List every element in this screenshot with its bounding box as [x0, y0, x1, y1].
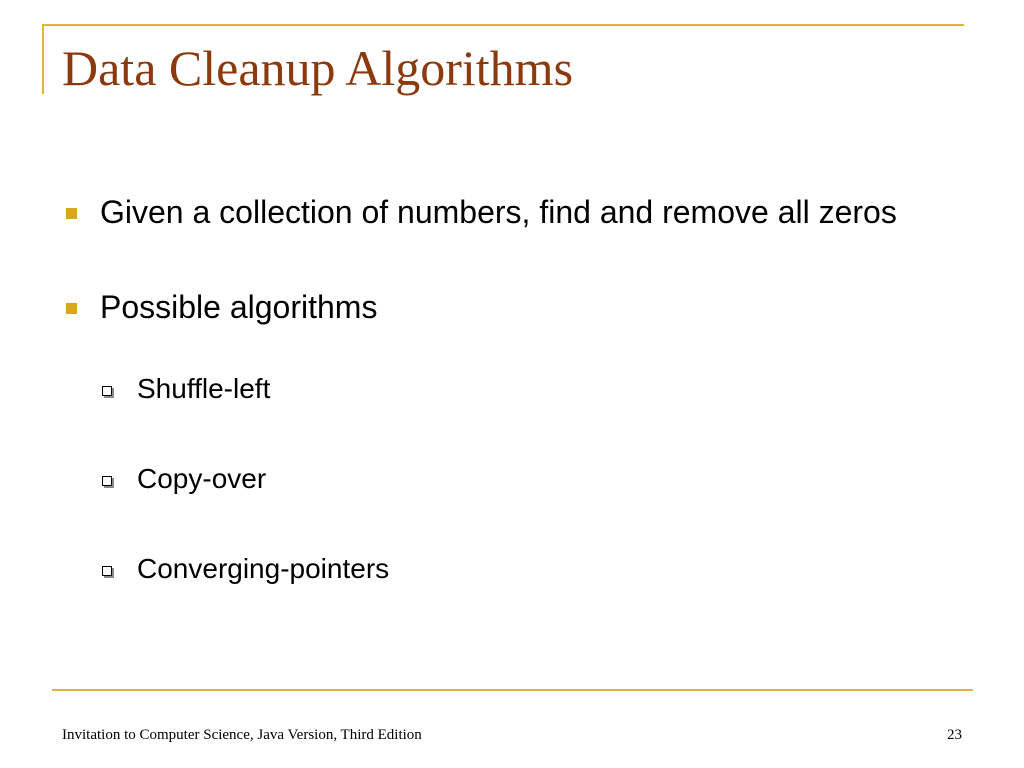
bullet-item [62, 285, 962, 330]
sub-bullet-item [62, 550, 962, 588]
sub-bullet-text: Shuffle-left [137, 373, 271, 404]
slide-body [62, 190, 962, 588]
title-frame-left-line [42, 24, 44, 94]
footer-text: Invitation to Computer Science, Java Version, Third Edition [62, 727, 422, 743]
hollow-square-bullet-icon [102, 476, 112, 486]
bullet-text: Possible algorithms [100, 289, 378, 325]
square-bullet-icon [66, 303, 77, 314]
page-number: 23 [947, 727, 962, 743]
hollow-square-bullet-icon [102, 566, 112, 576]
slide-title: Data Cleanup Algorithms [62, 40, 574, 96]
square-bullet-icon [66, 208, 77, 219]
title-frame-top-line [42, 24, 964, 26]
hollow-square-bullet-icon [102, 386, 112, 396]
footer-divider [52, 689, 973, 691]
bullet-text: Given a collection of numbers, find and remove all zeros [100, 194, 897, 230]
sub-bullet-item [62, 370, 962, 408]
sub-bullet-text: Converging-pointers [137, 553, 390, 584]
sub-bullet-text: Copy-over [137, 463, 267, 494]
bullet-item [62, 190, 962, 235]
sub-bullet-item [62, 460, 962, 498]
